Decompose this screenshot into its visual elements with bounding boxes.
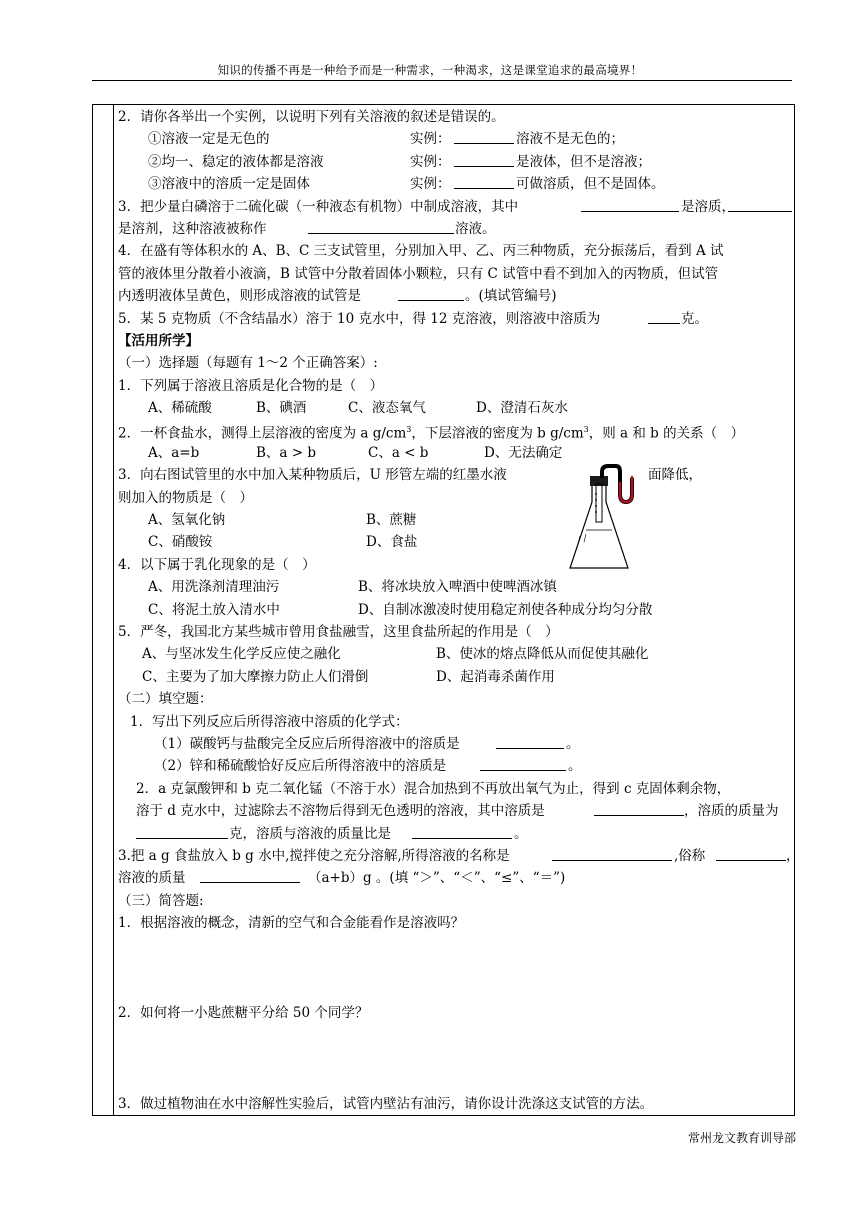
q2-blank-3[interactable] (454, 173, 514, 189)
fill-q1b-blank[interactable] (480, 755, 566, 771)
mc5-option-b: B、使冰的熔点降低从而促使其融化 (436, 646, 649, 663)
fill-q1a: （1）碳酸钙与盐酸完全反应后所得溶液中的溶质是 。 (118, 733, 792, 755)
mc3-stem-1: 3．向右图试管里的水中加入某种物质后，U 形管左端的红墨水液 面降低， (118, 467, 702, 484)
mc1-option-a: A、稀硫酸 (148, 400, 212, 417)
q2-stem: 2．请你各举出一个实例，以说明下列有关溶液的叙述是错误的。 (118, 109, 505, 125)
mc1-option-c: C、液态氧气 (348, 400, 426, 417)
mc3-option-c: C、硝酸铵 (148, 534, 213, 551)
fill-q3-line-2: 溶液的质量 （a+b）g 。(填 “＞”、“＜”、“≤”、“＝”) (118, 867, 792, 889)
mc2-option-c: C、a < b (368, 444, 429, 461)
mc3-option-a: A、氢氧化钠 (148, 512, 226, 529)
q2-row-3: ③溶液中的溶质一定是固体 实例： 可做溶质，但不是固体。 (118, 173, 792, 195)
fill-q1: 1．写出下列反应后所得溶液中溶质的化学式： (130, 713, 409, 730)
mc5-option-a: A、与坚冰发生化学反应使之融化 (142, 646, 341, 663)
mc4-options-1 (118, 576, 792, 598)
fill-q3-blank-common[interactable] (716, 845, 786, 861)
q4-line-3: 内透明液体呈黄色，则形成溶液的试管是 。(填试管编号) (118, 285, 792, 307)
q5-blank[interactable] (648, 308, 680, 324)
mc5-option-d: D、起消毒杀菌作用 (436, 668, 555, 685)
short-header: （三）简答题: (118, 892, 204, 909)
fill-header: （二）填空题： (118, 691, 213, 708)
mc1-options (118, 397, 792, 419)
short-q1: 1．根据溶液的概念，清新的空气和合金能看作是溶液吗？ (118, 915, 465, 932)
short-q1-answer-space[interactable] (118, 934, 792, 1002)
mc3-option-d: D、食盐 (366, 534, 418, 551)
mc4-option-d: D、自制冰激凌时使用稳定剂使各种成分均匀分散 (358, 601, 653, 618)
mc4-options-2 (118, 599, 792, 621)
mc1-option-b: B、碘酒 (256, 400, 307, 417)
flask-u-tube-diagram (562, 464, 644, 576)
q4-line-2: 管的液体里分散着小液滴，B 试管中分散着固体小颗粒，只有 C 试管中看不到加入的丙物质，但试管 (118, 265, 719, 282)
fill-q2-blank-ratio[interactable] (412, 823, 512, 839)
short-q2-answer-space[interactable] (118, 1025, 792, 1093)
q2-row-2: ②均一、稳定的液体都是溶液 实例： 是液体，但不是溶液； (118, 151, 792, 173)
worksheet-content (118, 106, 800, 1115)
fill-q1a-blank[interactable] (496, 733, 564, 749)
mc3-option-b: B、蔗糖 (366, 512, 417, 529)
q3-line-1: 3．把少量白磷溶于二硫化碳（一种液态有机物）中制成溶液，其中 是溶质， (118, 196, 792, 218)
q3-blank-solution[interactable] (308, 218, 454, 234)
mc2-option-d: D、无法确定 (484, 444, 563, 461)
fill-q3-blank-compare[interactable] (200, 867, 300, 883)
mc1-stem: 1．下列属于溶液且溶质是化合物的是（ ） (118, 377, 384, 394)
fill-q2-line-3: 克，溶质与溶液的质量比是 。 (118, 823, 792, 845)
mc3-options-2 (118, 531, 792, 553)
mc3-stem-2: 则加入的物质是（ ） (118, 489, 253, 506)
q2-blank-2[interactable] (454, 151, 514, 167)
header-rule (92, 80, 792, 81)
left-margin-column (92, 104, 114, 1116)
mc2-options (118, 442, 792, 464)
mc4-option-c: C、将泥土放入清水中 (148, 601, 280, 618)
mc2-stem: 2．一杯食盐水，测得上层溶液的密度为 a $g/cm^3$，下层溶液的密度为 b $g/cm^3$，则 a 和 b 的关系（ ） (118, 425, 745, 442)
mc4-stem: 4．以下属于乳化现象的是（ ） (118, 556, 316, 573)
mc5-options-1 (118, 643, 792, 665)
fill-q2-blank-solute[interactable] (594, 800, 684, 816)
mc2-option-a: A、a=b (148, 444, 200, 461)
mc5-option-c: C、主要为了加大摩擦力防止人们滑倒 (142, 668, 369, 685)
footer-org: 常州龙文教育训导部 (687, 1131, 796, 1145)
short-q2: 2．如何将一小匙蔗糖平分给 50 个同学？ (118, 1005, 369, 1022)
mc5-options-2 (118, 666, 792, 688)
mc4-option-b: B、将冰块放入啤酒中使啤酒冰镇 (358, 579, 557, 596)
q4-blank[interactable] (398, 285, 464, 301)
fill-q3-line-1: 3.把 a g 食盐放入 b g 水中,搅拌使之充分溶解,所得溶液的名称是 ,俗称 ， (118, 845, 792, 867)
fill-q2-blank-mass[interactable] (136, 823, 228, 839)
page-header-motto: 知识的传播不再是一种给予而是一种需求，一种渴求，这是课堂追求的最高境界！ (217, 63, 643, 77)
fill-q2-line-2: 溶于 d 克水中，过滤除去不溶物后得到无色透明的溶液，其中溶质是 ，溶质的质量为 (118, 800, 792, 822)
mc2-option-b: B、a > b (256, 444, 317, 461)
q4-line-1: 4．在盛有等体积水的 A、B、C 三支试管里，分别加入甲、乙、丙三种物质，充分振荡后，看到 A 试 (118, 243, 724, 260)
q3-blank-solute[interactable] (581, 196, 679, 212)
q3-blank-solvent[interactable] (728, 196, 792, 212)
q2-blank-1[interactable] (454, 128, 514, 144)
short-q3: 3．做过植物油在水中溶解性实验后，试管内壁沾有油污，请你设计洗涤这支试管的方法。 (118, 1095, 654, 1112)
fill-q1b: （2）锌和稀硫酸恰好反应后所得溶液中的溶质是 。 (118, 755, 792, 777)
mc4-option-a: A、用洗涤剂清理油污 (148, 579, 280, 596)
fill-q2-line-1: 2．a 克氯酸钾和 b 克二氧化锰（不溶于水）混合加热到不再放出氧气为止，得到 c 克固体剩余物， (136, 780, 731, 797)
apply-title: 【活用所学】 (118, 332, 199, 349)
fill-q3-blank-name[interactable] (552, 845, 672, 861)
mc1-option-d: D、澄清石灰水 (476, 400, 568, 417)
mc-header: （一）选择题（每题有 1～2 个正确答案）: (118, 355, 378, 372)
q2-row-1: ①溶液一定是无色的 实例： 溶液不是无色的； (118, 128, 792, 150)
q3-line-2: 是溶剂，这种溶液被称作 溶液。 (118, 218, 792, 240)
mc5-stem: 5．严冬，我国北方某些城市曾用食盐融雪，这里食盐所起的作用是（ ） (118, 623, 559, 640)
q5-line: 5．某 5 克物质（不含结晶水）溶于 10 克水中，得 12 克溶液，则溶液中溶质为 克。 (118, 308, 792, 330)
mc3-options-1 (118, 509, 792, 531)
